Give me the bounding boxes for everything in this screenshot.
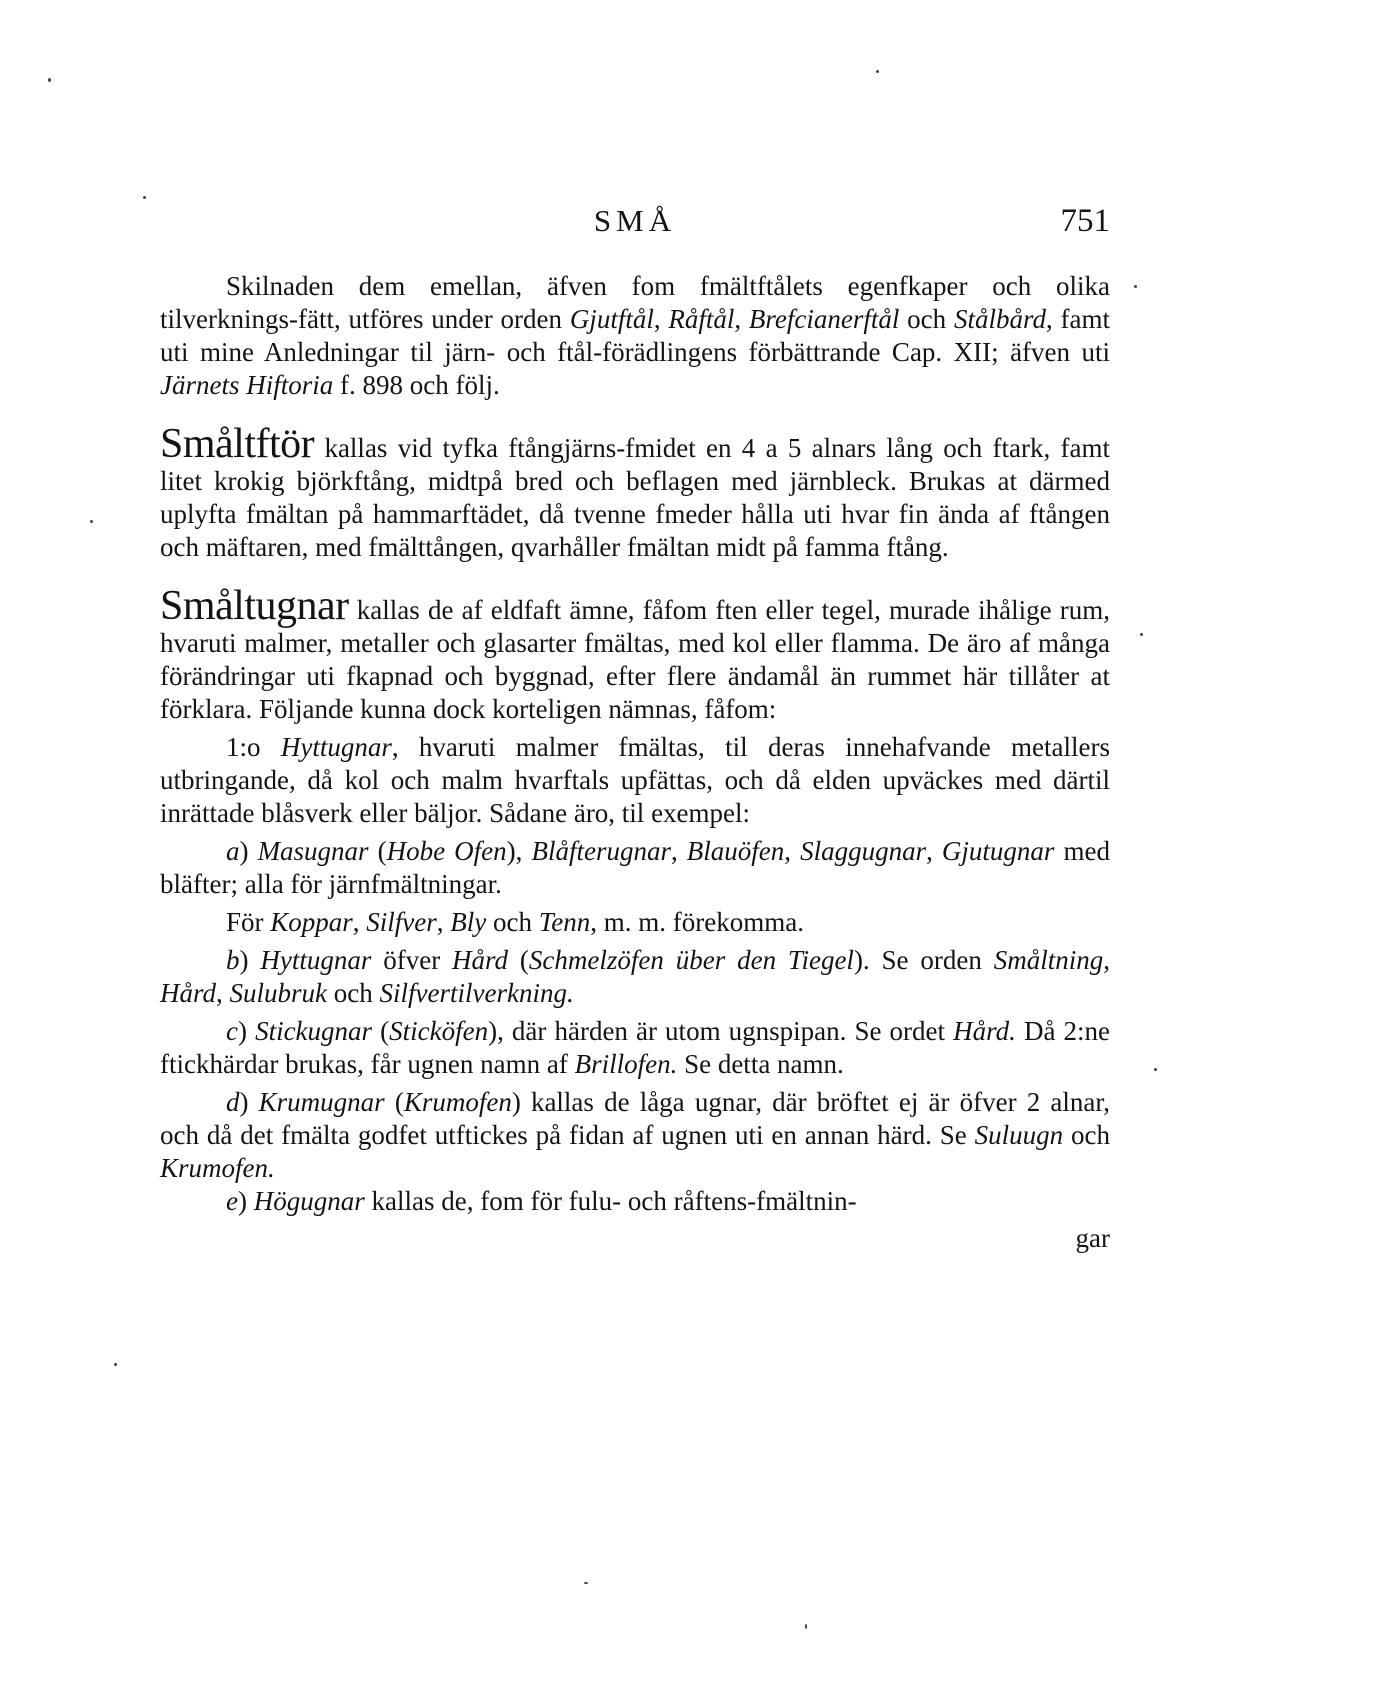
text-run: ) (239, 1087, 259, 1117)
italic-term: Blåfterugnar (531, 836, 671, 866)
text-run: kallas de af eldfaft ämne, fåfom ften eller tegel, murade ihålige rum, hvaruti malmer, metaller och glasarter fmältas, med kol eller flamma. De äro af många förändringar uti fkapnad och byggnad, efter flere ändamål än rummet här tillåter at förklara. Följande kunna dock korteligen nämnas, fåfom: (160, 595, 1110, 724)
italic-term: Stålbård (953, 304, 1046, 334)
text-run: kallas vid tyfka ftångjärns-fmidet en 4 a 5 alnars lång och ftark, famt litet krokig björkftång, midtpå bred och beflagen med järnbleck. Brukas at därmed uplyfta fmältan på hammarftädet, då tvenne fmeder hålla uti hvar fin ända af ftången och mäftaren, med fmälttången, qvarhåller fmältan midt på famma ftång. (160, 433, 1110, 562)
text-run: Skilnaden dem emellan, äfven fom fmältftålets egenfkaper och olika tilverknings-fätt, utföres under orden (160, 271, 1110, 334)
text-run: ). Se orden (853, 945, 994, 975)
paragraph-hyttugnar (160, 731, 1110, 830)
text-run: och (327, 978, 380, 1008)
entry-smaltstor (160, 421, 1110, 564)
italic-term: Högugnar (253, 1186, 365, 1216)
italic-term: Sticköfen (389, 1016, 489, 1046)
text-run: , hvaruti malmer fmältas, til deras innehafvande metallers utbringande, då kol och malm hvarftals upfättas, och då elden upväckes med därtil inrättade blåsverk eller bäljor. Sådane äro, til exempel: (160, 732, 1110, 828)
text-run: , (436, 907, 451, 937)
italic-term: b (226, 945, 240, 975)
paragraph-b (160, 944, 1110, 1010)
text-run: öfver (371, 945, 453, 975)
scan-speck (48, 78, 51, 82)
italic-term: c (226, 1016, 238, 1046)
text-run: , (352, 907, 367, 937)
italic-term: Silfvertilverkning. (379, 978, 574, 1008)
italic-term: e (226, 1186, 238, 1216)
scan-speck (876, 70, 879, 73)
text-run: och (486, 907, 539, 937)
italic-term: Krumugnar (258, 1087, 385, 1117)
italic-term: Hård. (953, 1016, 1016, 1046)
italic-term: Silfver (366, 907, 437, 937)
text-run: kallas de, fom för fulu- och råftens-fmältnin- (364, 1186, 857, 1216)
body-text (160, 270, 1110, 1255)
italic-term: Hyttugnar (280, 732, 392, 762)
text-run: För (226, 907, 271, 937)
scan-speck (1134, 285, 1137, 288)
headword: Småltftör (160, 421, 315, 467)
text-run: ( (508, 945, 529, 975)
text-run: ( (384, 1087, 404, 1117)
italic-term: Krumofen (403, 1087, 512, 1117)
italic-term: Gjutftål (569, 304, 654, 334)
italic-term: Gjutugnar (941, 836, 1055, 866)
italic-term: Tenn (538, 907, 591, 937)
text-run: ) (239, 945, 261, 975)
text-run: ), där härden är utom ugnspipan. Se ordet (488, 1016, 954, 1046)
italic-term: Suluugn (974, 1120, 1064, 1150)
paragraph-d (160, 1086, 1110, 1185)
text-run: , m. m. förekomma. (590, 907, 804, 937)
italic-term: Sulubruk (229, 978, 328, 1008)
italic-term: Masugnar (257, 836, 369, 866)
paragraph-c (160, 1015, 1110, 1081)
text-run: ) (237, 1016, 256, 1046)
italic-term: Hård (452, 945, 509, 975)
text-run: , (1103, 945, 1110, 975)
page-header (160, 203, 1110, 253)
italic-term: Råftål (668, 304, 735, 334)
text-run: ), (506, 836, 532, 866)
text-run: 1:o (226, 732, 281, 762)
text-run: och (1063, 1120, 1111, 1150)
scan-speck (143, 196, 146, 199)
entry-smaltugnar (160, 583, 1110, 726)
italic-term: Småltning (993, 945, 1104, 975)
text-run: ( (372, 1016, 390, 1046)
italic-term: Brefcianerftål (748, 304, 900, 334)
running-head: SMÅ (593, 203, 677, 238)
scan-speck (114, 1363, 117, 1366)
text-run: , (784, 836, 801, 866)
italic-term: Bly (450, 907, 487, 937)
scan-speck (1154, 1068, 1157, 1071)
text-run: f. 898 och följ. (333, 370, 500, 400)
paragraph-metals (160, 906, 1110, 939)
text-run: Se detta namn. (677, 1049, 844, 1079)
text-run: med bläfter; alla för järnfmältningar. (160, 836, 1110, 899)
text-run: ( (368, 836, 387, 866)
text-run: ) (239, 836, 258, 866)
italic-term: Koppar (270, 907, 353, 937)
italic-term: Blauöfen (686, 836, 785, 866)
page-number: 751 (1060, 203, 1110, 239)
italic-term: Järnets Hiftoria (160, 370, 334, 400)
scan-speck (90, 520, 93, 523)
text-run: , (216, 978, 230, 1008)
text-run: , (670, 836, 687, 866)
text-run: , famt uti mine Anledningar til järn- och ftål-förädlingens förbättrande Cap. XII; äfven uti (160, 304, 1111, 367)
italic-term: Krumofen. (160, 1153, 275, 1183)
text-run: ) kallas de låga ugnar, där bröftet ej är öfver 2 alnar, och då det fmälta godfet utftickes på fidan af ugnen uti en annan härd. Se (160, 1087, 1110, 1150)
italic-term: Stickugnar (255, 1016, 373, 1046)
text-run: och (899, 304, 954, 334)
italic-term: Hård (160, 978, 217, 1008)
italic-term: Hyttugnar (260, 945, 372, 975)
text-run: , (926, 836, 942, 866)
paragraph-e (160, 1185, 1110, 1218)
paragraph-a (160, 835, 1110, 901)
headword: Småltugnar (160, 583, 349, 629)
italic-term: Slaggugnar (800, 836, 927, 866)
text-run: , (653, 304, 669, 334)
italic-term: d (226, 1087, 240, 1117)
scan-speck (805, 1624, 807, 1629)
text-run: Då 2:ne ftickhärdar brukas, får ugnen namn af (160, 1016, 1111, 1079)
italic-term: Hobe Ofen (386, 836, 507, 866)
italic-term: a (226, 836, 240, 866)
text-run: ) (237, 1186, 254, 1216)
paragraph-1 (160, 270, 1110, 402)
italic-term: Schmelzöfen über den Tiegel (528, 945, 854, 975)
scan-speck (1140, 633, 1143, 636)
italic-term: Brillofen. (574, 1049, 678, 1079)
scan-speck (584, 1582, 588, 1584)
text-run: , (734, 304, 749, 334)
catchword: gar (1075, 1223, 1110, 1253)
